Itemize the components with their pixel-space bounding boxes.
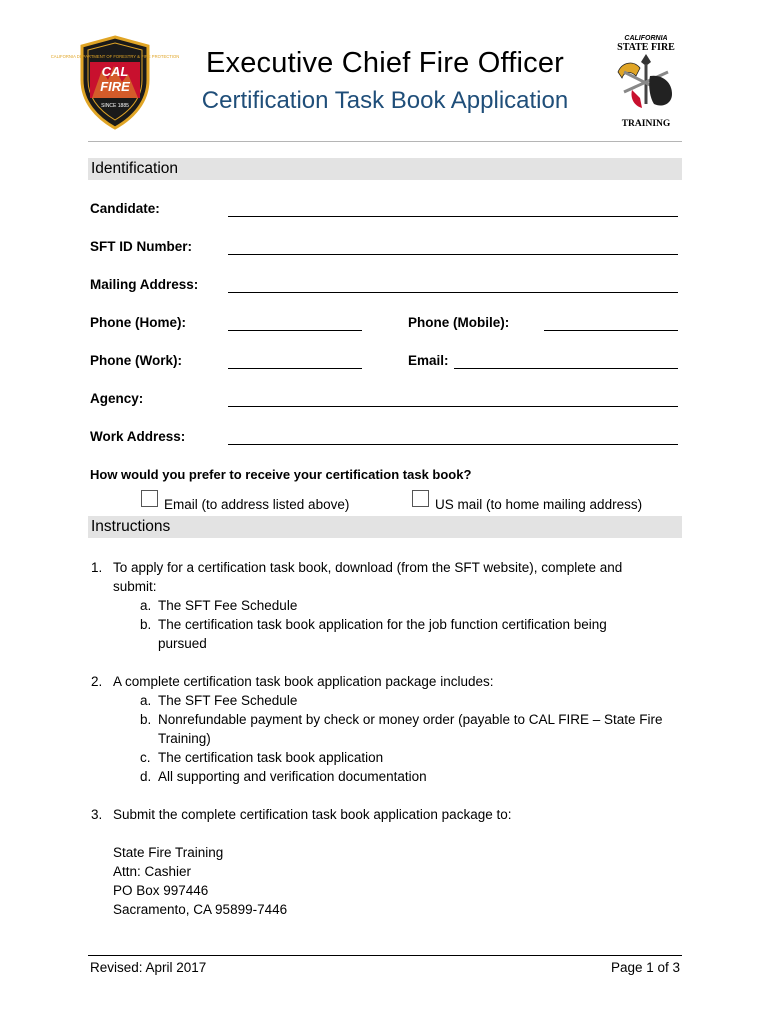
email-field[interactable]: [454, 368, 678, 369]
document-subtitle: Certification Task Book Application: [201, 87, 569, 114]
item-2c-letter: c.: [140, 750, 151, 765]
item-1a-text: The SFT Fee Schedule: [158, 598, 298, 613]
address-line-4: Sacramento, CA 95899-7446: [113, 902, 288, 917]
logo-text-training: TRAINING: [621, 119, 671, 129]
logo-text-state-fire: STATE FIRE: [617, 42, 675, 53]
identification-section-header: [88, 158, 682, 180]
item-2b-letter: b.: [140, 712, 152, 727]
item-1a-letter: a.: [140, 598, 152, 613]
email-option-label: Email (to address listed above): [164, 497, 350, 512]
address-line-1: State Fire Training: [113, 845, 224, 860]
item-3-number: 3.: [91, 807, 103, 822]
sft-id-label: SFT ID Number:: [90, 239, 193, 254]
item-2d-letter: d.: [140, 769, 152, 784]
document-title: Executive Chief Fire Officer: [205, 47, 565, 79]
email-option-checkbox[interactable]: [141, 490, 158, 507]
phone-home-label: Phone (Home):: [90, 315, 186, 330]
sft-id-field[interactable]: [228, 254, 678, 255]
mailing-address-label: Mailing Address:: [90, 277, 199, 292]
logo-text-fire: FIRE: [100, 79, 130, 94]
phone-work-label: Phone (Work):: [90, 353, 182, 368]
identification-heading: Identification: [91, 160, 179, 177]
delivery-question: How would you prefer to receive your certification task book?: [90, 467, 472, 482]
address-line-3: PO Box 997446: [113, 883, 209, 898]
mail-option-label: US mail (to home mailing address): [435, 497, 643, 512]
logo-text-dept: CALIFORNIA DEPARTMENT OF FORESTRY & FIRE PROTECTION: [50, 54, 180, 59]
item-1-line-1: To apply for a certification task book, download (from the SFT website), complete and: [113, 560, 623, 575]
candidate-field[interactable]: [228, 216, 678, 217]
header-divider: [88, 141, 682, 142]
state-fire-training-logo: [610, 32, 682, 130]
mail-option-checkbox[interactable]: [412, 490, 429, 507]
item-1b-letter: b.: [140, 617, 152, 632]
phone-home-field[interactable]: [228, 330, 362, 331]
logo-text-california: CALIFORNIA: [624, 35, 668, 42]
mailing-address-field[interactable]: [228, 292, 678, 293]
instructions-heading: Instructions: [91, 518, 171, 535]
revised-date: Revised: April 2017: [90, 960, 207, 975]
agency-field[interactable]: [228, 406, 678, 407]
item-2b-line-1: Nonrefundable payment by check or money order (payable to CAL FIRE – State Fire: [158, 712, 663, 727]
work-address-label: Work Address:: [90, 429, 186, 444]
item-1-number: 1.: [91, 560, 103, 575]
item-2d-text: All supporting and verification documentation: [158, 769, 427, 784]
logo-text-since: SINCE 1885: [101, 103, 129, 109]
email-label: Email:: [408, 353, 449, 368]
item-1b-line-2: pursued: [158, 636, 207, 651]
candidate-label: Candidate:: [90, 201, 160, 216]
phone-mobile-field[interactable]: [544, 330, 678, 331]
phone-work-field[interactable]: [228, 368, 362, 369]
item-2-number: 2.: [91, 674, 103, 689]
item-2a-text: The SFT Fee Schedule: [158, 693, 298, 708]
item-1-line-2: submit:: [113, 579, 157, 594]
footer-divider: [88, 955, 682, 956]
address-line-2: Attn: Cashier: [113, 864, 192, 879]
instructions-section-header: [88, 516, 682, 538]
logo-text-cal: CAL: [101, 64, 129, 79]
item-1b-line-1: The certification task book application for the job function certification being: [158, 617, 607, 632]
cal-fire-logo: [50, 36, 180, 129]
page-number: Page 1 of 3: [610, 960, 680, 975]
item-2a-letter: a.: [140, 693, 152, 708]
agency-label: Agency:: [90, 391, 144, 406]
item-2b-line-2: Training): [158, 731, 211, 746]
item-2-text: A complete certification task book application package includes:: [113, 674, 494, 689]
item-3-text: Submit the complete certification task book application package to:: [113, 807, 512, 822]
phone-mobile-label: Phone (Mobile):: [408, 315, 510, 330]
work-address-field[interactable]: [228, 444, 678, 445]
item-2c-text: The certification task book application: [158, 750, 384, 765]
